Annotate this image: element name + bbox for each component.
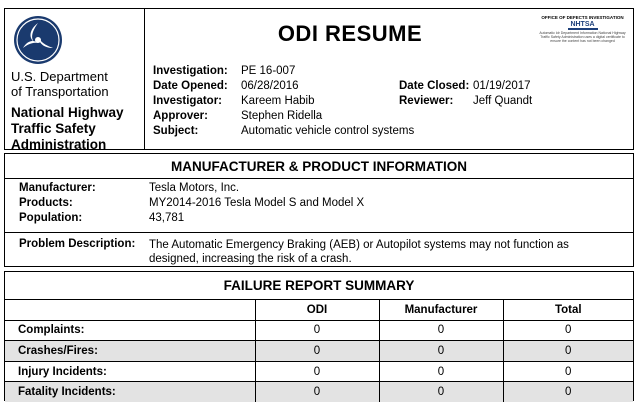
- row-label: Crashes/Fires:: [5, 341, 255, 362]
- odi-count: 0: [255, 382, 379, 403]
- products-label: Products:: [19, 197, 73, 209]
- products-value: MY2014-2016 Tesla Model S and Model X: [149, 197, 365, 209]
- dept-line-2: of Transportation: [11, 84, 109, 99]
- manufacturer-label: Manufacturer:: [19, 182, 96, 194]
- row-label: Complaints:: [5, 320, 255, 341]
- investigator-value: Kareem Habib: [241, 95, 315, 107]
- reviewer-label: Reviewer:: [399, 95, 454, 107]
- manufacturer-count: 0: [379, 382, 503, 403]
- manufacturer-count: 0: [379, 361, 503, 382]
- table-row: [5, 382, 633, 403]
- approver-label: Approver:: [153, 110, 208, 122]
- problem-description-value: The Automatic Emergency Braking (AEB) or Autopilot systems may not function as designed, increasing the risk of a crash.: [149, 239, 569, 265]
- population-row: [5, 211, 633, 226]
- header-box: [4, 8, 634, 150]
- total-count: 0: [503, 320, 633, 341]
- date-opened-value: 06/28/2016: [241, 80, 299, 92]
- department-name: [11, 69, 109, 99]
- products-row: [5, 196, 633, 211]
- nhtsa-stamp-logo: NHTSA: [570, 21, 595, 28]
- problem-description-row: [5, 232, 633, 266]
- manufacturer-rows: [5, 181, 633, 226]
- stamp-divider: [568, 28, 598, 30]
- stamp-fine-print: Automatic ldr Department Information National Highway Traffic Safety Administration uses a digital certificate to ensure the content has not been changed: [539, 31, 626, 43]
- population-value: 43,781: [149, 212, 185, 224]
- odi-count: 0: [255, 320, 379, 341]
- agency-line-2: Traffic Safety: [11, 121, 96, 136]
- agency-line-3: Administration: [11, 137, 107, 152]
- manufacturer-value: Tesla Motors, Inc.: [149, 182, 240, 194]
- reviewer-value: Jeff Quandt: [473, 95, 533, 107]
- approver-value: Stephen Ridella: [241, 110, 323, 122]
- agency-line-1: National Highway: [11, 105, 124, 120]
- dot-triskelion-seal-icon: [13, 15, 63, 65]
- investigation-value: PE 16-007: [241, 65, 296, 77]
- investigation-label: Investigation:: [153, 65, 228, 77]
- table-row: [5, 361, 633, 382]
- stamp-heading: OFFICE OF DEFECTS INVESTIGATION: [541, 15, 624, 20]
- manufacturer-row: [5, 181, 633, 196]
- problem-description-label: Problem Description:: [19, 238, 136, 250]
- manufacturer-count: 0: [379, 341, 503, 362]
- column-header-total: Total: [503, 300, 633, 321]
- manufacturer-section-title: MANUFACTURER & PRODUCT INFORMATION: [5, 154, 633, 179]
- column-header-manufacturer: Manufacturer: [379, 300, 503, 321]
- dept-line-1: U.S. Department: [11, 69, 108, 84]
- certification-stamp: [535, 15, 630, 63]
- subject-label: Subject:: [153, 125, 199, 137]
- date-closed-value: 01/19/2017: [473, 80, 531, 92]
- column-header-odi: ODI: [255, 300, 379, 321]
- row-label: Injury Incidents:: [5, 361, 255, 382]
- agency-name: [11, 105, 124, 153]
- investigator-label: Investigator:: [153, 95, 223, 107]
- date-opened-label: Date Opened:: [153, 80, 228, 92]
- table-row: [5, 320, 633, 341]
- page-title: ODI RESUME: [277, 21, 423, 46]
- table-header-row: [5, 300, 633, 321]
- total-count: 0: [503, 341, 633, 362]
- failure-summary-section: [4, 271, 634, 401]
- odi-count: 0: [255, 341, 379, 362]
- total-count: 0: [503, 361, 633, 382]
- table-row: [5, 341, 633, 362]
- population-label: Population:: [19, 212, 83, 224]
- table-header-blank: [5, 300, 255, 321]
- failure-section-title: FAILURE REPORT SUMMARY: [223, 278, 415, 293]
- failure-summary-table: [5, 299, 633, 402]
- manufacturer-section: [4, 153, 634, 267]
- total-count: 0: [503, 382, 633, 403]
- odi-count: 0: [255, 361, 379, 382]
- agency-logo-block: [5, 9, 145, 152]
- subject-value: Automatic vehicle control systems: [241, 125, 415, 137]
- date-closed-label: Date Closed:: [399, 80, 470, 92]
- row-label: Fatality Incidents:: [5, 382, 255, 403]
- manufacturer-count: 0: [379, 320, 503, 341]
